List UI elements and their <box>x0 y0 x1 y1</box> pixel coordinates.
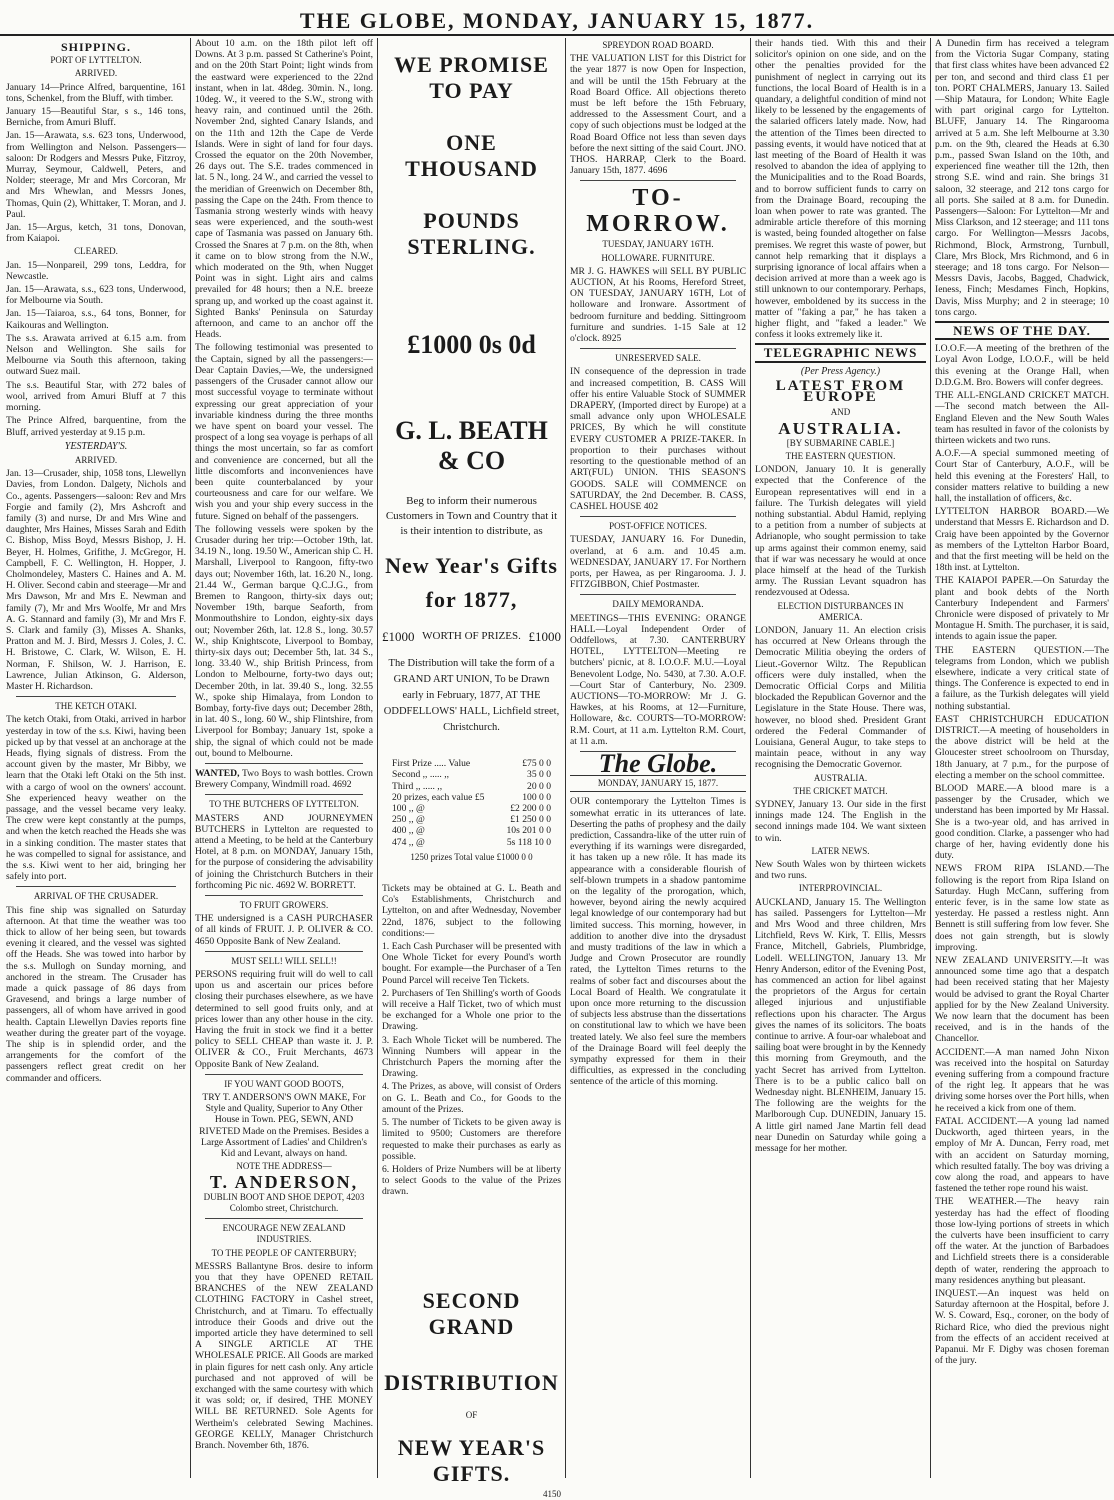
ad-boots-note: NOTE THE ADDRESS— <box>236 1161 332 1172</box>
tomorrow-heading: TO-MORROW. <box>586 185 730 238</box>
shipping-note: The s.s. Arawata arrived at 6.15 a.m. from Nelson and Wellington. She sails for Melbourne via South this afternoon, taking outward Suez mail. <box>6 332 186 378</box>
voyage-report: About 10 a.m. on the 18th pilot left off Downs. At 3 p.m. passed St Catherine's Point, and on the 20th Start Point; light winds from the eastward were experienced to the 22nd instant, when in lat. 48deg. 30min. N., long. 10deg. W., it veered to the S.W., strong with heavy rain, and continued until the 26th. November 2nd, sighted Canary Islands, and on the 11th and 12th the Cape de Verde Islands. Were in sight of land for four days. Crossed the equator on the 20th November, 26 days out. The S.E. trades commenced in lat. 5 N., long. 24 W., and carried the vessel to the meridian of Greenwich on December 8th, passing the Cape on the 24th. From thence to Tasmania strong westerly winds with heavy seas were experienced, and the south-west cape of Tasmania was passed on January 6th. Crossed the Snares at 7 p.m. on the 8th, when it came on to blow strong from the N.W., which moderated on the 9th, when Nugget Point was in sight. Light airs and calms prevailed for 48 hours; then a N.E. breeze sprang up, and worked up the coast against it. Sighted Banks' Peninsula on Saturday afternoon, and came to an anchor off the Heads. <box>195 38 373 341</box>
board-heading: SPREYDON ROAD BOARD. <box>602 40 714 50</box>
worth-right: £1000 <box>528 629 561 644</box>
news-item: A.O.F.—A special summoned meeting of Court Star of Canterbury, A.O.F., will be held this evening at the Foresters' Hall, to consider matters relative to building a new hall, the installation of officers, &c. <box>935 448 1109 504</box>
cricket-heading: THE CRICKET MATCH. <box>793 785 888 796</box>
prize-row: Third ,, ..... ,, 20 0 0 <box>392 780 551 792</box>
prize-row: 474 ,, @ 5s 118 10 0 <box>392 836 551 848</box>
ad-number: 4150 <box>543 1488 561 1499</box>
testimonial: The following testimonial was presented to the Captain, signed by all the passengers:—Dear Captain Davies,—We, the undersigned passengers of the Crusader cannot allow our most successful voyage to terminate without expressing our great appreciation of your invariable kindness during the three months we have spent on board your vessel. The prospect of a long sea voyage is perhaps of all things the most uncertain, so far as comfort and convenience are concerned, but all the little discomforts and inconveniences have been quite counterbalanced by your courteousness and care for our welfare. We wish you and your ship every success in the future. Signed on behalf of the passengers. <box>195 342 373 522</box>
shipping-note: The Prince Alfred, barquentine, from the Bluff, arrived yesterday at 9.15 p.m. <box>6 415 186 438</box>
ad-butchers: MASTERS AND JOURNEYMEN BUTCHERS in Lyttelton are requested to attend a Meeting, to be held at the Canterbury Hotel, at 8 p.m. on MONDAY, January 15th, for the purpose of considering the advisability of joining the Christchurch Butchers in their forthcoming Pic nic. 4692 W. BORRETT. <box>195 812 373 891</box>
globe-title: The Globe. <box>598 748 718 778</box>
firm-name: G. L. BEATH & CO <box>395 416 548 475</box>
column-shipping <box>6 38 186 1478</box>
column-beath-ad <box>382 38 561 1499</box>
prize-row: 250 ,, @ £1 250 0 0 <box>392 814 551 826</box>
ad-wanted: Two Boys to wash bottles. Crown Brewery Company, Windmill road. 4692 <box>195 768 373 791</box>
condition: 6. Holders of Prize Numbers will be at liberty to select Goods to the value of the Prizes drawn. <box>382 1163 561 1198</box>
vessels-spoken: The following vessels were spoken by the Crusader during her trip:—October 19th, lat. 34.19 N., long. 19.50 W., American ship C. H. Marshall, Liverpool to Rangoon, fifty-two days out; November 16th, lat. 16.20 N., long. 21.44 W., German barque Q.C.J.G., from Bremen to Rangoon, thirty-six days out; November 19th, barque Seaforth, from Monmouthshire to London, eighty-six days out; November 26th, lat. 12.8 S., long. 30.57 W., ship Knightscote, Liverpool to Bombay, thirty-six days out; December 5th, lat. 34 S., long. 33.40 W., ship British Princess, from London to Melbourne, forty-two days out; December 20th, in lat. 39.40 S., long. 32.55 W., spoke ship Himalaya, from London to Bombay, forty-five days out; December 28th, in lat. 40 S., long. 60 W., ship Flintshire, from Liverpool for Bombay; January 1st, spoke a ship, the signal of which could not be made out, bound to Melbourne. <box>195 523 373 759</box>
telegraphic-heading: TELEGRAPHIC NEWS <box>755 343 926 362</box>
globe-date: MONDAY, JANUARY 15, 1877. <box>570 775 746 792</box>
distribution: The Distribution will take the form of a GRAND ART UNION, To be Drawn early in February, 1877, AT THE ODDFELLOWS' HALL, Lichfield street, Christchurch. <box>383 658 560 734</box>
worth-left: £1000 <box>382 629 415 644</box>
cable-label: [BY SUBMARINE CABLE.] <box>786 437 895 448</box>
arrival-entry: January 14—Prince Alfred, barquentine, 161 tons, Schenkel, from the Bluff, with timber. <box>6 81 186 104</box>
news-item: FATAL ACCIDENT.—A young lad named Duckworth, aged thirteen years, in the employ of Mr A. Duncan, Ferry road, met with an accident on Saturday morning, which resulted fatally. The boy was driving a cow along the road, and appears to have fastened the tether rope round his waist. <box>935 1115 1109 1195</box>
masthead <box>0 0 1114 36</box>
leader-article: OUR contemporary the Lyttelton Times is somewhat erratic in its utterances of late. Deserting the paths of prophesy and the daily prediction, Cassandra-like of the utter ruin of everything if its warnings were disregarded, it has taken up a new rôle. It has made its appearance with a considerable flourish of self-blown trumpets in a shadow pantomime on the legality of the prorogation, which, however, beyond airing the newly acquired legal knowledge of our contemporary had but limited success. This morning, however, in addition to another dive into the drysadust and musty traditions of the law in which a Judge and Crown Prosecutor are roundly rated, the Lyttelton Times returns to the realms of sober fact and discourses about the Local Board of Health. We congratulate it upon once more returning to the discussion of subjects less abstruse than the dissertations on constitutional law to which we have been treated lately. We also feel sure the members of the Drainage Board will feel deeply the sympathy expressed for them in their difficulties, as expressed in the concluding sentence of the article of this morning. <box>570 796 746 1088</box>
prize-row: 400 ,, @ 10s 201 0 0 <box>392 825 551 837</box>
ad-industries: MESSRS Ballantyne Bros. desire to inform you that they have OPENED RETAIL BRANCHES of the NEW ZEALAND CLOTHING FACTORY in Cashel street, Christchurch, and at Timaru. To effectually introduce their Goods and drive out the imported article they have determined to sell A SINGLE ARTICLE AT THE WHOLESALE PRICE. All Goods are marked in plain figures for nett cash only. Any article purchased and not approved of will be exchanged with the same courtesy with which it was sold; or, if desired, THE MONEY WILL BE RETURNED. Sole Agents for Wertheim's celebrated Sewing Machines. GEORGE KELLY, Manager Christchurch Branch. November 6th, 1876. <box>195 1260 373 1451</box>
news-item: THE ALL-ENGLAND CRICKET MATCH.—The second match between the All-England Eleven and the New South Wales team has resulted in favor of the colonists by thirteen wickets and two runs. <box>935 390 1109 446</box>
prize-row: 20 prizes, each value £5 100 0 0 <box>392 791 551 803</box>
cleared-label: CLEARED. <box>74 246 118 257</box>
second-line-2: DISTRIBUTION <box>384 1369 559 1395</box>
news-item: THE KAIAPOI PAPER.—On Saturday the plant and book debts of the North Canterbury Independent and Farmers' Chronicle were disposed of privately to Mr Montague H. Smith. The purchaser, it is said, intends to again issue the paper. <box>935 575 1109 643</box>
clearance-entry: Jan. 15—Arawata, s.s., 623 tons, Underwood, for Melbourne via South. <box>6 284 186 307</box>
divider <box>16 696 176 697</box>
column-rule <box>750 38 751 1478</box>
column-news <box>935 38 1109 1478</box>
ad-industries-sub: TO THE PEOPLE OF CANTERBURY; <box>211 1247 357 1258</box>
divider <box>205 895 363 896</box>
ad-boots-heading: IF YOU WANT GOOD BOOTS, <box>224 1078 344 1089</box>
divider <box>16 886 176 887</box>
divider <box>205 951 363 952</box>
condition: 4. The Prizes, as above, will consist of Orders on G. L. Beath and Co., for Goods to the amount of the Prizes. <box>382 1081 561 1115</box>
masthead-title: THE GLOBE, MONDAY, JANUARY 15, 1877. <box>299 8 815 33</box>
hawkes-auction: MR J. G. HAWKES will SELL BY PUBLIC AUCTION, At his Rooms, Hereford Street, ON TUESDAY, JANUARY 16TH, Lot of holloware and Ironware. Assortment of bedroom furniture and bedding. Sittingroom furniture and sundries. 1-15 Sale at 12 o'clock. 8925 <box>570 265 746 345</box>
condition: 1. Each Cash Purchaser will be presented with One Whole Ticket for every Pound's worth bought. For example—the Purchaser of a Ten Pound Parcel will receive Ten Tickets. <box>382 941 561 986</box>
divider <box>205 794 363 795</box>
latest-line-3: AUSTRALIA. <box>778 418 903 438</box>
later-heading: LATER NEWS. <box>811 845 870 856</box>
column-rule <box>930 38 931 1478</box>
ad-sell-heading: MUST SELL! WILL SELL!! <box>231 955 337 966</box>
post-notices: TUESDAY, JANUARY 16. For Dunedin, overland, at 6 a.m. and 10.45 a.m. WEDNESDAY, JANUARY 17. For Northern ports, per Hawea, as per Ringarooma. J. J. FITZGIBBON, Chief Postmaster. <box>570 534 746 591</box>
news-item: THE WEATHER.—The heavy rain yesterday has had the effect of flooding those low-lying portions of streets in which the culverts have been insufficient to carry off the water. At the junction of Barbadoes and Lichfield streets there is a considerable depth of water, rendering the approach to many residences anything but pleasant. <box>935 1196 1109 1286</box>
shipping-heading: SHIPPING. <box>60 40 131 54</box>
election-heading: ELECTION DISTURBANCES IN AMERICA. <box>777 600 904 622</box>
news-item: INQUEST.—An inquest was held on Saturday afternoon at the Hospital, before J. W. S. Coward, Esq., coroner, on the body of Richard Rice, who died the previous night from the effects of an accident received at Papanui. Mr F. Digby was chosen foreman of the jury. <box>935 1287 1109 1367</box>
amount: £1000 0s 0d <box>407 330 536 359</box>
ad-wanted-heading: WANTED, <box>195 768 240 779</box>
clearance-entry: Jan. 15—Nonpareil, 299 tons, Leddra, for Newcastle. <box>6 259 186 282</box>
gifts-line-1: New Year's Gifts <box>385 553 558 578</box>
ad-butchers-heading: TO THE BUTCHERS OF LYTTELTON. <box>209 799 359 810</box>
condition: 2. Purchasers of Ten Shilling's worth of Goods will receive a Half Ticket, two of which must be exchanged for a Whole one prior to the Drawing. <box>382 987 561 1033</box>
memo-heading: DAILY MEMORANDA. <box>612 599 704 610</box>
condition: 3. Each Whole Ticket will be numbered. The Winning Numbers will appear in the Christchurch Papers the morning after the Drawing. <box>382 1034 561 1080</box>
australia-heading: AUSTRALIA. <box>813 772 868 783</box>
arrival-entry: Jan. 15—Arawata, s.s. 623 tons, Underwood, from Wellington and Nelson. Passengers—saloon: Dr Rodgers and Messrs Puke, Fitzroy, Murray, Seymour, Caldwell, Peters, and Nolder; steerage, Mr and Mrs Corcoran, Mr and Mrs Whewlan, and Messrs Jones, Thomas, Quin (2), Whittaker, T. Moran, and J. Paul. <box>6 130 186 220</box>
crusader-heading: ARRIVAL OF THE CRUSADER. <box>33 891 159 902</box>
prize-total: 1250 prizes Total value £1000 0 0 <box>410 851 533 862</box>
second-of: OF <box>465 1409 478 1420</box>
later-text: New South Wales won by thirteen wickets and two runs. <box>755 859 926 882</box>
ad-industries-heading: ENCOURAGE NEW ZEALAND INDUSTRIES. <box>222 1223 346 1245</box>
interprovincial-heading: INTERPROVINCIAL. <box>798 883 883 894</box>
clearance-entry: Jan. 15—Taiaroa, s.s., 64 tons, Bonner, for Kaikouras and Wellington. <box>6 308 186 331</box>
column-rule <box>377 38 378 1478</box>
prize-row: First Prize ..... Value £75 0 0 <box>392 758 551 770</box>
arrival-entry: Jan. 15—Argus, ketch, 31 tons, Donovan, from Kaiapoi. <box>6 222 186 245</box>
ketch-article: The ketch Otaki, from Otaki, arrived in harbor yesterday in tow of the s.s. Kiwi, having been picked up by that vessel at an anchorage at the Heads, flying signals of distress. From the account given by the master, Mr Bibby, we learn that the Otaki left Otaki on the 5th inst. with a cargo of wool on the owners' account. She experienced heavy weather on the passage, and the vessel became very leaky. The crew were kept constantly at the pumps, and when the ketch reached the Heads she was in a sinking condition. The master states that he was compelled to signal for assistance, and the s.s. Kiwi went to her aid, bringing her safely into port. <box>6 714 186 883</box>
divider <box>580 594 736 595</box>
port-heading: PORT OF LYTTELTON. <box>50 55 142 66</box>
column-rule <box>190 38 191 1478</box>
news-item: NEW ZEALAND UNIVERSITY.—It was announced some time ago that a despatch had been received stating that her Majesty would be advised to grant the Royal Charter applied for by the New Zealand University. We now learn that the document has been received, and is in the hands of the Chancellor. <box>935 955 1109 1045</box>
divider <box>580 180 736 181</box>
board-notice: THE VALUATION LIST for this District for the year 1877 is now Open for Inspection, and will be until the 15th February at the Road Board Office. All objections thereto must be left before the 15th February, addressed to the Assessment Court, and a copy of such objections must be lodged at the Road Board Office not less than seven days before the next sitting of the said Court. JNO. THOS. HARRAP, Clerk to the Board. January 15th, 1877. 4696 <box>570 53 746 177</box>
divider <box>205 1218 363 1219</box>
post-heading: POST-OFFICE NOTICES. <box>609 521 707 532</box>
divider <box>580 516 736 517</box>
news-item: BLOOD MARE.—A blood mare is a passenger by the Crusader, which we understand has been imported by Mr Hassal. She is a two-year old, and has arrived in good condition. Clarke, a passenger who had charge of her, having evidently done his duty. <box>935 783 1109 862</box>
tickets-info: Tickets may be obtained at G. L. Beath and Co's Establishments, Christchurch and Lyttelton, on and after Wednesday, November 22nd, 1876, subject to the following conditions:— <box>382 883 561 939</box>
ad-boots-address: DUBLIN BOOT AND SHOE DEPOT, 4203 Colombo street, Christchurch. <box>203 1191 365 1213</box>
column-telegraphic <box>755 38 926 1478</box>
worth-row <box>382 631 561 642</box>
telegrams-top: A Dunedin firm has received a telegram from the Victoria Sugar Company, stating that first class whites have been advanced £2 per ton, and second and third class £1 per ton. PORT CHALMERS, January 13. Sailed—Ship Mataura, for London; White Eagle with part original cargo for Lyttelton. BLUFF, January 14. The Ringarooma arrived at 5 a.m. She left Melbourne at 3.30 p.m. on the 9th, cleared the Heads at 6.30 p.m., passed Swan Island on the 10th, and experienced fine weather till the 12th, then strong S.E. wind and rain. She brings 31 saloon, 32 steerage, and 212 tons cargo for all ports. She sailed at 8 a.m. for Dunedin. Passengers—Saloon: For Lyttelton—Mr and Miss Clarkson, and 12 steerage; and 111 tons cargo. For Wellington—Messrs Jacobs, Richmond, Block, Armstrong, Turnbull, Clare, Mrs Block, Mrs Richmond, and 6 in steerage; and 18 tons cargo. For Nelson—Messrs Davis, Jacobs, Bagged, Chadwick, Ieness, Finch; Mesdames Finch, Hopkins, Davis, Miss Murphy; and 2 in steerage; 10 tons cargo. <box>935 38 1109 318</box>
ad-boots-name: T. ANDERSON, <box>209 1171 359 1192</box>
arrival-entry: January 15—Beautiful Star, s s., 146 tons, Berniche, from Amuri Bluff. <box>6 106 186 129</box>
interprovincial-text: AUCKLAND, January 15. The Wellington has sailed. Passengers for Lyttelton—Mr and Mrs Wood and three children, Mrs Litchfield, Revs W. Kirk, T. Ellis, Messrs France, Mitchell, Gabriels, Plumbridge, Lodell. WELLINGTON, January 13. Mr Henry Anderson, editor of the Evening Post, has commenced an action for libel against the proprietors of the Argus for certain alleged injurious and unjustifiable reflections upon his character. The Argus gives the names of its solicitors. The boats continue to arrive. A four-oar whaleboat and sailing boat were brought in by the Kennedy this morning from Greymouth, and the yacht Secret has arrived from Lyttelton. There is to be a public calico ball on Wednesday night. BLENHEIM, January 15. The following are the weights for the Marlborough Cup. DUNEDIN, January 15. A little girl named Jane Martin fell dead near Dunedin on Saturday while going a message for her mother. <box>755 896 926 1155</box>
news-item: LYTTELTON HARBOR BOARD.—We understand that Messrs E. Richardson and D. Craig have been appointed by the Governor as members of the Lyttelton Harbor Board, and that the first meeting will be held on the 18th inst. at Lyttelton. <box>935 506 1109 574</box>
divider <box>205 1074 363 1075</box>
leader-continued: their hands tied. With this and their solicitor's opinion on one side, and on the other the penalties provided for the punishment of neglect in carrying out its functions, the local Board of Health is in a quandary, a delightful condition of mind not likely to be lessened by the engagements of the salaried officers lately made. Now, had the attention of the Times been directed to passing events, it would have noticed that at last meeting of the Board of Health it was resolved to abandon the idea of applying to the Municipalities and to the Road Boards, and to borrow sufficient funds to carry on from the Drainage Board, recouping the loan when power to rate was granted. The admirable article therefore of this morning is wasted, being founded altogether on false premises. We regret this waste of power, but cannot help remarking that it displays a surprising ignorance of local affairs when a decision arrived at more than a week ago is still unknown to our contemporary. Perhaps, however, emboldened by its success in the matter of "faking a par," he has taken a higher flight, and "faked a leader." We confess it looks extremely like it. <box>755 38 926 341</box>
shipping-note: The s.s. Beautiful Star, with 272 bales of wool, arrived from Amuri Bluff at 7 this morning. <box>6 379 186 414</box>
tuesday-date: TUESDAY, JANUARY 16TH. <box>602 239 714 250</box>
worth-mid: WORTH OF PRIZES. <box>422 630 521 642</box>
eastern-heading: THE EASTERN QUESTION. <box>785 450 896 461</box>
latest-line-1: LATEST FROM EUROPE <box>775 377 906 406</box>
gifts-line-2: for 1877, <box>425 587 518 612</box>
prize-row: 100 ,, @ £2 200 0 0 <box>392 803 551 815</box>
latest-line-2: AND <box>830 407 851 418</box>
news-item: EAST CHRISTCHURCH EDUCATION DISTRICT.—A meeting of householders in the above district will be held at the Gloucester street schoolroom on Thursday, 18th January, at 7 p.m., for the purpose of electing a member on the school committee. <box>935 713 1109 781</box>
second-line-1: SECOND GRAND <box>422 1287 521 1339</box>
divider <box>205 763 363 764</box>
column-rule <box>565 38 566 1478</box>
yesterday-arrivals: Jan. 13—Crusader, ship, 1058 tons, Llewellyn Davies, from London. Dalgety, Nichols and Co., agents. Passengers—saloon: Rev and Mrs Forgie and family (2), Mrs Ashcroft and family (3) and nurse, Dr and Mrs Wine and daughter, Mrs Haines, Misses Sarah and Edith C. Bishop, Miss Boyd, Messrs Bishop, J. H. Beyer, H. Holmes, Grifithe, J. McGregor, H. Campbell, F. C. Wellington, H. Hopper, J. Cholmondeley, Masters C. Haines and A. M. H. Oliver. Second cabin and steerage—Mr and Mrs Dawson, Mr and Mrs E. Newman and family (7), Mr and Mrs Woolfe, Mr and Mrs A. G. Stannard and family (3), Mr and Mrs F. S. Clark and family (3), Misses A. Shanks, Pratton and M. J. Bird, Messrs J. Coles, J. C. H. Bristowe, C. Clark, W. Wilson, E. H. Norman, F. Shilson, W. J. Harrison, E. Lawrence, Julian Atkinson, G. Alderson, Master H. Richardson. <box>6 468 186 692</box>
ad-sell: PERSONS requiring fruit will do well to call upon us and ascertain our prices before closing their purchases elsewhere, as we have determined to sell good fruits only, and at prices lower than any other house in the city. Having the fruit in stock we find it a better policy to SELL CHEAP than waste it. J. P. OLIVER & CO., Fruit Merchants, 4673 Opposite Bank of New Zealand. <box>195 969 373 1070</box>
news-item: ACCIDENT.—A man named John Nixon was received into the hospital on Saturday evening suffering from a compound fracture of the right leg. It appears that he was driving some horses over the Port hills, when he received a kick from one of them. <box>935 1046 1109 1114</box>
yesterday-arrived-label: ARRIVED. <box>74 454 118 465</box>
eastern-text: LONDON, January 10. It is generally expected that the Conference of the European representatives will end in a failure. The Turkish delegates will yield nothing substantial. Abdul Hamid, replying to a petition from a number of subjects at Adrianople, who sought permission to take up arms against their common enemy, said that if war was necessary he would at once place himself at the head of the Turkish army. The Russian Levant squadron has rendezvoused at Odessa. <box>755 464 926 599</box>
promise-line-1: WE PROMISE TO PAY <box>394 52 549 103</box>
intro: Beg to inform their numerous Customers in Town and Country that it is their intention to distribute, as <box>385 495 558 537</box>
prize-row: Second ,, ..... ,, 35 0 0 <box>392 769 551 781</box>
promise-line-3: POUNDS STERLING. <box>407 208 536 259</box>
ketch-heading: THE KETCH OTAKI. <box>55 701 137 712</box>
divider <box>580 348 736 349</box>
ad-fruit: THE undersigned is a CASH PURCHASER of all kinds of FRUIT. J. P. OLIVER & CO. 4650 Opposite Bank of New Zealand. <box>195 913 373 947</box>
condition: 5. The number of Tickets to be given away is limited to 9500; Customers are therefore requested to make their purchases as early as possible. <box>382 1117 561 1162</box>
promise-line-2: ONE THOUSAND <box>405 130 538 181</box>
column-notices <box>570 38 746 1478</box>
news-item: NEWS FROM RIPA ISLAND.—The following is the report from Ripa Island on Saturday. Hugh McCann, suffering from enteric fever, is in the same low state as yesterday. He passed a restless night. Ann Bennett is still suffering from low fever. She does not gain strength, but is slowly improving. <box>935 863 1109 953</box>
telegraphic-sub: (Per Press Agency.) <box>800 365 881 377</box>
crusader-article: This fine ship was signalled on Saturday afternoon. At that time the weather was too thick to allow of her being seen, but towards evening it cleared, and the vessel was sighted off the Heads. She was towed into harbor by the s.s. Mullogh on Sunday morning, and anchored in the stream. The Crusader has made a quick passage of 86 days from Gravesend, and brings a large number of passengers, all of whom have arrived in good health. Captain Llewellyn Davies reports fine weather during the greater part of the voyage. The ship is in splendid order, and the arrangements for the comfort of the passengers reflect great credit on her commander and officers. <box>6 904 186 1084</box>
second-line-3: NEW YEAR'S GIFTS. <box>397 1434 546 1486</box>
holloware-label: HOLLOWARE. FURNITURE. <box>601 252 715 263</box>
ad-boots: TRY T. ANDERSON'S OWN MAKE, For Style and Quality, Superior to Any Other House in Town. PEG, SEWN, AND RIVETED Made on the Premises. Besides a Large Assortment of Ladies' and Children's Kid and Levant, always on hand. <box>199 1092 369 1160</box>
news-heading: NEWS OF THE DAY. <box>935 321 1109 340</box>
news-item: I.O.O.F.—A meeting of the brethren of the Loyal Avon Lodge, I.O.O.F., will be held this evening at the Orange Hall, when D.D.G.M. Bro. Bowers will confer degrees. <box>935 343 1109 388</box>
column-ads-1 <box>195 38 373 1478</box>
memoranda: MEETINGS—THIS EVENING: ORANGE HALL—Loyal Independent Order of Oddfellows, at 7.30. CANTERBURY HOTEL, LYTTELTON—Meeting re butchers' picnic, at 8. I.O.O.F. M.U.—Loyal Benevolent Lodge, No. 5430, at 7.30. A.O.F.—Court Star of Canterbury, No. 2309. AUCTIONS—TO-MORROW: Mr J. G. Hawkes, at his Rooms, at 12—Furniture, Holloware, &c. COURTS—TO-MORROW: R.M. Court, at 11 a.m. Lyttelton R.M. Court, at 11 a.m. <box>570 612 746 747</box>
news-item: THE EASTERN QUESTION.—The telegrams from London, which we publish elsewhere, indicate a very critical state of things. The Conference is expected to end in a failure, as the Turkish delegates will yield nothing substantial. <box>935 644 1109 712</box>
prize-table <box>382 758 561 863</box>
election-text: LONDON, January 11. An election crisis has occurred at New Orleans through the Democratic Militia obeying the orders of Lieut.-Governor Wiltz. The Republican officers were duly installed, when the Democratic Official Corps and Militia blockaded the Republican Governor and the Legislature in the State House. There was, however, no blood shed. President Grant ordered the Federal Commander of Louisiana, General Augur, to take steps to maintain peace, without in any way recognising the Democratic Governor. <box>755 624 926 771</box>
cricket-text: SYDNEY, January 13. Our side in the first innings made 124. The English in the second innings made 104. We want sixteen to win. <box>755 799 926 844</box>
arrived-label: ARRIVED. <box>74 68 118 79</box>
unreserved-heading: UNRESERVED SALE. <box>615 353 701 364</box>
cass-ad: IN consequence of the depression in trade and increased competition, B. CASS Will offer his entire Valuable Stock of SUMMER DRAPERY, (Imported direct by Europe) at a small advance only upon WHOLESALE PRICES, By which he will constitute EVERY CUSTOMER A PRIZE-TAKER. In proportion to their purchases without resorting to the questionable method of an ART(FUL) UNION. THIS SEASON'S GOODS. SALE will COMMENCE on SATURDAY, the 2nd December. B. CASS, CASHEL HOUSE 402 <box>570 366 746 512</box>
ad-fruit-heading: TO FRUIT GROWERS. <box>239 900 329 911</box>
yesterdays-heading: YESTERDAY'S. <box>64 440 128 452</box>
